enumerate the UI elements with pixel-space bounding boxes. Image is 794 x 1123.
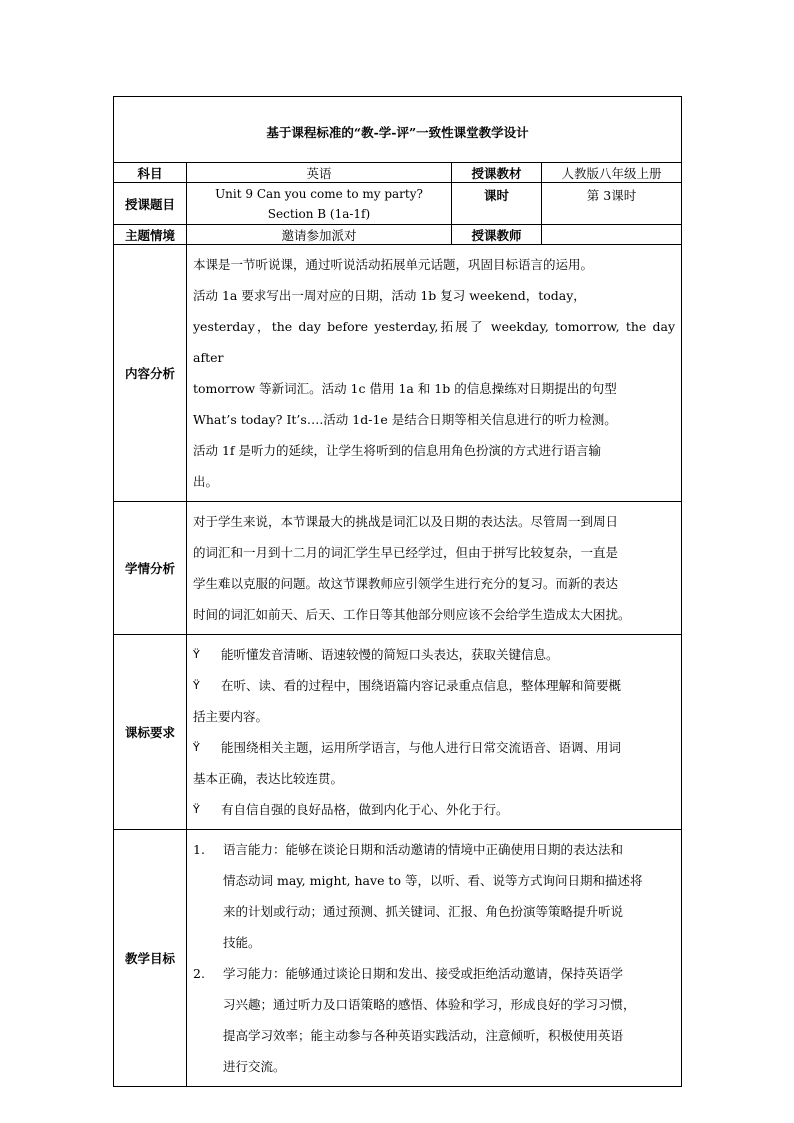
text-line: 出。 [193,474,219,489]
objectives-row [114,830,682,1087]
topic-label: 授课题目 [114,183,187,225]
teacher-value [542,225,682,245]
standard-text: 有自信自强的良好品格，做到内化于心、外化于行。 [221,802,509,817]
topic-line-1: Unit 9 Can you come to my party? [215,186,423,201]
topic-value [187,183,452,225]
standard-item [193,794,675,825]
topic-line-2: Section B (1a-1f) [267,206,371,221]
standard-item [193,732,675,763]
theme-row [114,225,682,245]
theme-value: 邀请参加派对 [187,225,452,245]
bullet-icon: Ÿ [193,648,200,661]
bullet-icon: Ÿ [193,803,200,816]
standards-list [187,635,682,830]
text-line: 活动 1a 要求写出一周对应的日期，活动 1b 复习 weekend，today， [193,288,586,303]
standards-row [114,635,682,830]
textbook-label: 授课教材 [452,163,542,183]
standard-item [193,639,675,670]
objective-number: 1. [193,842,205,857]
learner-analysis-label: 学情分析 [114,502,187,635]
objective-item [193,958,675,1082]
objective-text: 来的计划或行动；通过预测、抓关键词、汇报、角色扮演等策略提升听说 [223,904,624,919]
content-analysis-row [114,245,682,502]
teacher-label: 授课教师 [452,225,542,245]
learner-analysis-text [187,502,682,635]
textbook-value: 人教版八年级上册 [542,163,682,183]
text-line: 学生难以克服的问题。故这节课教师应引领学生进行充分的复习。而新的表达 [193,576,619,591]
standard-text: 能围绕相关主题，运用所学语言，与他人进行日常交流语音、语调、用词 [221,740,622,755]
page-title: 基于课程标准的“教-学-评”一致性课堂教学设计 [114,97,682,163]
objective-text: 技能。 [223,935,261,950]
objective-text: 习兴趣；通过听力及口语策略的感悟、体验和学习，形成良好的学习习惯， [223,997,636,1012]
text-line: 对于学生来说，本节课最大的挑战是词汇以及日期的表达法。尽管周一到周日 [193,514,619,529]
learner-analysis-row [114,502,682,635]
topic-row [114,183,682,225]
text-line: tomorrow 等新词汇。活动 1c 借用 1a 和 1b 的信息操练对日期提出的句型 [193,381,617,396]
period-label: 课时 [452,183,542,225]
content-analysis-text [187,245,682,502]
content-analysis-label: 内容分析 [114,245,187,502]
objective-number: 2. [193,966,205,981]
standard-item [193,670,675,701]
objective-item [193,834,675,958]
text-line: 活动 1f 是听力的延续，让学生将听到的信息用角色扮演的方式进行语言输 [193,443,602,458]
standard-text: 能听懂发音清晰、语速较慢的简短口头表达，获取关键信息。 [221,647,559,662]
objective-text: 情态动词 may, might, have to 等，以听、看、说等方式询问日期和描述将 [223,873,643,888]
objectives-list [187,830,682,1087]
theme-label: 主题情境 [114,225,187,245]
objective-text: 学习能力：能够通过谈论日期和发出、接受或拒绝活动邀请，保持英语学 [223,966,624,981]
objectives-label: 教学目标 [114,830,187,1087]
period-value: 第 3课时 [542,183,682,225]
bullet-icon: Ÿ [193,741,200,754]
subject-label: 科目 [114,163,187,183]
text-line: What’s today? It’s….活动 1d-1e 是结合日期等相关信息进行的听力检测。 [193,412,617,427]
objective-text: 进行交流。 [223,1059,286,1074]
objective-text: 语言能力：能够在谈论日期和活动邀请的情境中正确使用日期的表达法和 [223,842,624,857]
lesson-plan-table [113,96,682,1087]
text-line: yesterday，the day before yesterday,拓展了 weekday, tomorrow, the day after [193,319,676,365]
text-line: 的词汇和一月到十二月的词汇学生早已经学过，但由于拼写比较复杂，一直是 [193,545,619,560]
text-line: 本课是一节听说课，通过听说活动拓展单元话题，巩固目标语言的运用。 [193,257,594,272]
objective-text: 提高学习效率；能主动参与各种英语实践活动，注意倾听，积极使用英语 [223,1028,624,1043]
standards-label: 课标要求 [114,635,187,830]
text-line: 时间的词汇如前天、后天、工作日等其他部分则应该不会给学生造成太大困扰。 [193,607,631,622]
bullet-icon: Ÿ [193,679,200,692]
title-row [114,97,682,163]
standard-text-continued: 括主要内容。 [193,709,269,724]
subject-value: 英语 [187,163,452,183]
standard-text: 在听、读、看的过程中，围绕语篇内容记录重点信息，整体理解和简要概 [221,678,622,693]
subject-row [114,163,682,183]
standard-text-continued: 基本正确，表达比较连贯。 [193,771,344,786]
